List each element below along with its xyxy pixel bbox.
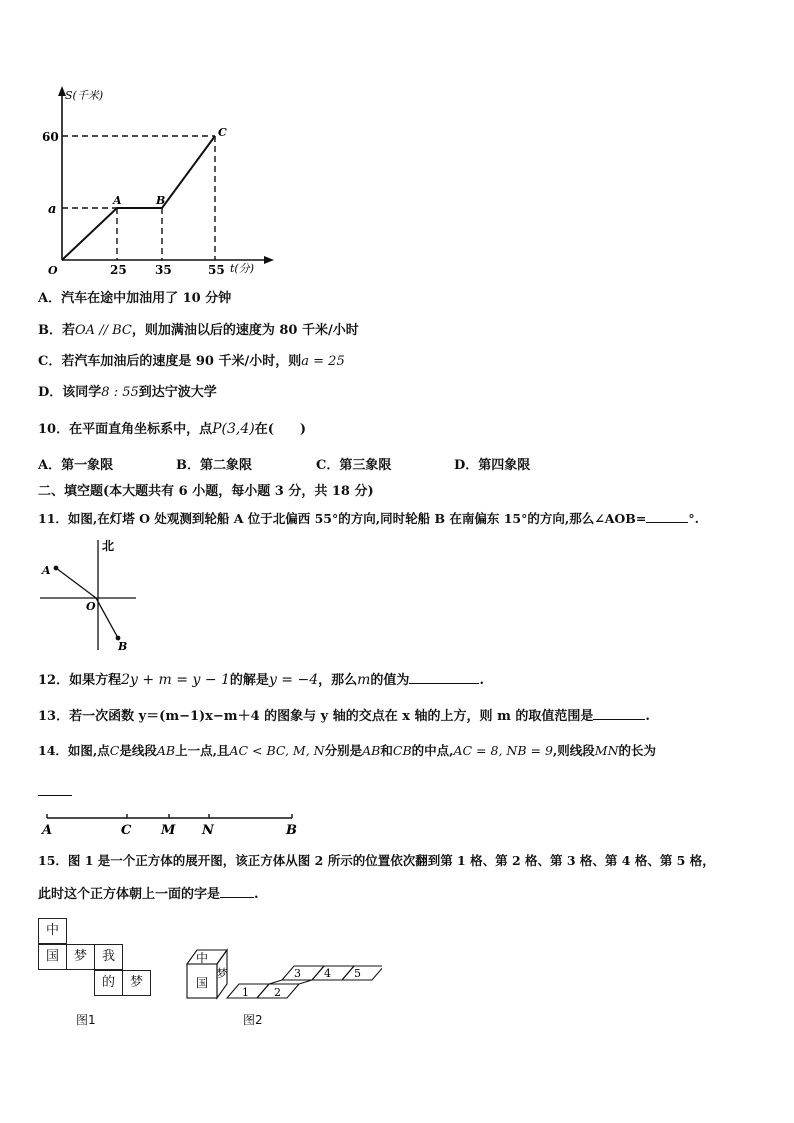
section-heading: 二、填空题(本大题共有 6 小题，每小题 3 分，共 18 分) bbox=[38, 484, 374, 499]
distance-time-graph bbox=[40, 84, 280, 280]
cube-front-char: 国 bbox=[195, 976, 209, 990]
q9-option-c: C．若汽车加油后的速度是 90 千米/小时，则a = 25 bbox=[38, 354, 345, 369]
q14-segment-figure bbox=[38, 808, 308, 840]
track-cell-5 bbox=[342, 966, 382, 980]
q9-option-d: D．该同学8 : 55到达宁波大学 bbox=[38, 385, 217, 400]
q11-stem: 11．如图,在灯塔 O 处观测到轮船 A 位于北偏西 55°的方向,同时轮船 B 在南偏东 15°的方向,那么∠AOB= °. bbox=[38, 511, 699, 526]
q10-option-a: A．第一象限 bbox=[38, 458, 114, 473]
x-axis-label: t(分) bbox=[230, 262, 255, 275]
a-label: A bbox=[42, 564, 51, 577]
q10-stem: 10．在平面直角坐标系中，点P(3,4)在( ) bbox=[38, 421, 307, 437]
point-b-label: B bbox=[156, 194, 166, 207]
x-tick-25: 25 bbox=[110, 263, 127, 277]
q10-options bbox=[38, 457, 530, 475]
y-axis-label: S(千米) bbox=[65, 89, 104, 102]
q15-figure2 bbox=[182, 940, 382, 1004]
net-cell-meng: 梦 bbox=[66, 944, 95, 970]
net-cell-meng-2: 梦 bbox=[122, 970, 151, 996]
origin-label: O bbox=[48, 264, 58, 277]
x-tick-35: 35 bbox=[155, 263, 172, 277]
label-a: A bbox=[42, 823, 53, 838]
cube-top-char: 中 bbox=[195, 951, 209, 965]
net-cell-zhong: 中 bbox=[38, 918, 67, 944]
ray-ob bbox=[96, 598, 118, 638]
track-num-4: 4 bbox=[324, 967, 331, 980]
q15-stem-line1: 15．图 1 是一个正方体的展开图，该正方体从图 2 所示的位置依次翻到第 1 格、第 2 格、第 3 格、第 4 格、第 5 格， bbox=[38, 853, 715, 868]
track-num-3: 3 bbox=[294, 967, 301, 980]
x-arrow bbox=[264, 256, 274, 264]
q14-answer-blank bbox=[38, 795, 72, 796]
q10-option-b: B．第二象限 bbox=[176, 458, 252, 473]
point-c-label: C bbox=[218, 126, 227, 139]
graph-line bbox=[62, 136, 215, 260]
point-a bbox=[54, 566, 59, 571]
label-b: B bbox=[286, 823, 297, 838]
cube-side-char: 梦 bbox=[216, 967, 228, 980]
q12-stem: 12．如果方程2y + m = y − 1的解是y = −4，那么m的值为 . bbox=[38, 672, 484, 688]
track-num-2: 2 bbox=[274, 986, 281, 999]
track-num-5: 5 bbox=[354, 967, 361, 980]
x-tick-55: 55 bbox=[208, 263, 225, 277]
y-tick-a: a bbox=[48, 202, 57, 217]
q10-option-d: D．第四象限 bbox=[454, 458, 531, 473]
net-cell-guo: 国 bbox=[38, 944, 67, 970]
q9-option-b: B．若OA // BC，则加满油以后的速度为 80 千米/小时 bbox=[38, 323, 359, 338]
b-label: B bbox=[118, 640, 128, 653]
label-c: C bbox=[121, 823, 132, 838]
y-tick-60: 60 bbox=[42, 130, 59, 144]
q15-answer-blank bbox=[220, 884, 254, 898]
label-m: M bbox=[161, 823, 176, 838]
q15-stem-line2: 此时这个正方体朝上一面的字是 . bbox=[38, 884, 259, 904]
o-label: O bbox=[86, 600, 96, 613]
q12-answer-blank bbox=[409, 670, 479, 684]
fig2-caption: 图2 bbox=[243, 1013, 263, 1027]
q11-compass-figure bbox=[38, 534, 148, 654]
fig1-caption: 图1 bbox=[76, 1013, 96, 1027]
net-cell-de: 的 bbox=[94, 970, 123, 996]
point-a-label: A bbox=[113, 194, 122, 207]
net-cell-wo: 我 bbox=[94, 944, 123, 970]
ray-oa bbox=[56, 568, 96, 598]
q10-option-c: C．第三象限 bbox=[316, 458, 392, 473]
q9-option-a: A．汽车在途中加油用了 10 分钟 bbox=[38, 291, 232, 306]
north-label: 北 bbox=[102, 539, 115, 553]
q14-stem: 14．如图,点C是线段AB上一点,且AC < BC, M, N分别是AB和CB的中点,AC = 8, NB = 9,则线段MN的长为 bbox=[38, 743, 657, 758]
label-n: N bbox=[202, 823, 214, 838]
q11-answer-blank bbox=[646, 509, 688, 523]
track-num-1: 1 bbox=[242, 986, 249, 999]
dashed-guides bbox=[62, 136, 215, 260]
q13-stem: 13．若一次函数 y＝(m−1)x−m＋4 的图象与 y 轴的交点在 x 轴的上方，则 m 的取值范围是 . bbox=[38, 706, 650, 726]
q13-answer-blank bbox=[593, 706, 645, 720]
